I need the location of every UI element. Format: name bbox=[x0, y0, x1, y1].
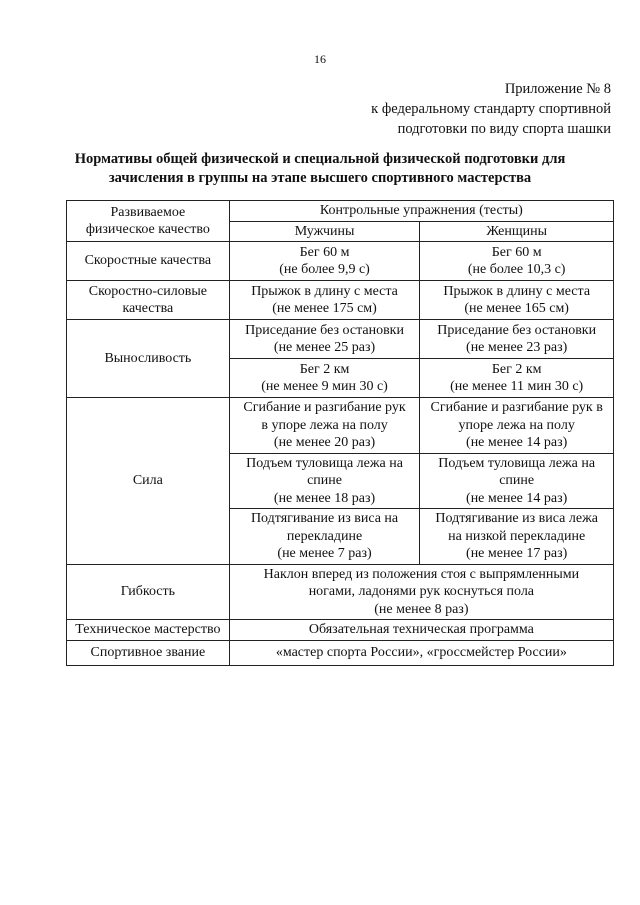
cell-line: Бег 60 м bbox=[299, 244, 350, 260]
test-cell-technical bbox=[229, 620, 613, 641]
cell-line: (не менее 11 мин 30 с) bbox=[450, 379, 584, 394]
document-title bbox=[60, 150, 580, 188]
cell-line: (не менее 9 мин 30 с) bbox=[261, 379, 388, 394]
cell-line: Сгибание и разгибание рук bbox=[243, 400, 406, 415]
table-row-strength bbox=[67, 398, 614, 454]
test-cell-flexibility bbox=[229, 564, 613, 620]
quality-cell-flexibility bbox=[67, 564, 230, 620]
cell-line: Подъем туловища лежа на bbox=[246, 455, 403, 471]
document-title-line-2: зачисления в группы на этапе высшего спортивного мастерства bbox=[108, 170, 532, 186]
cell-line: Подтягивание из виса лежа bbox=[435, 511, 598, 526]
cell-line: Скоростные качества bbox=[84, 253, 212, 269]
cell-line: (не менее 14 раз) bbox=[466, 435, 568, 450]
men-cell-speed bbox=[229, 242, 420, 281]
table-row-flexibility bbox=[67, 564, 614, 620]
table-row-speed-strength bbox=[67, 281, 614, 320]
table-row-technical bbox=[67, 620, 614, 641]
cell-line: качества bbox=[122, 301, 174, 316]
cell-line: Приседание без остановки bbox=[245, 322, 404, 338]
appendix-line-2: к федеральному стандарту спортивной bbox=[371, 101, 611, 117]
cell-line: ногами, ладонями рук коснуться пола bbox=[308, 584, 535, 599]
appendix-note bbox=[371, 79, 611, 139]
cell-line: Обязательная техническая программа bbox=[308, 622, 534, 638]
table-row-speed bbox=[67, 242, 614, 281]
men-cell-situp bbox=[229, 453, 420, 509]
cell-line: Техническое мастерство bbox=[75, 622, 221, 638]
cell-line: Прыжок в длину с места bbox=[443, 283, 591, 299]
cell-line: в упоре лежа на полу bbox=[261, 417, 388, 433]
cell-line: (не менее 175 см) bbox=[272, 301, 377, 316]
cell-line: (не менее 23 раз) bbox=[466, 340, 568, 355]
cell-line: Бег 2 км bbox=[299, 361, 350, 377]
cell-line: (не менее 20 раз) bbox=[273, 435, 376, 450]
women-cell-situp bbox=[420, 453, 614, 509]
header-women-cell: Женщины bbox=[420, 221, 614, 242]
cell-line: (не менее 8 раз) bbox=[374, 601, 469, 617]
cell-line: Приседание без остановки bbox=[437, 322, 597, 338]
table-row-rank bbox=[67, 641, 614, 666]
quality-cell-speed bbox=[67, 242, 230, 281]
norms-table bbox=[66, 200, 614, 666]
quality-cell-rank bbox=[67, 641, 230, 666]
appendix-line-3: подготовки по виду спорта шашки bbox=[397, 121, 611, 137]
cell-line: (не менее 14 раз) bbox=[466, 490, 568, 506]
cell-line: (не более 9,9 с) bbox=[279, 262, 370, 277]
cell-line: физическое качество bbox=[85, 222, 210, 237]
table-header-row bbox=[67, 201, 614, 222]
cell-line: Сила bbox=[132, 473, 163, 488]
cell-line: (не менее 25 раз) bbox=[273, 340, 376, 355]
table-row-endurance bbox=[67, 320, 614, 359]
quality-cell-endurance bbox=[67, 320, 230, 398]
cell-line: Выносливость bbox=[104, 350, 192, 366]
women-cell-run bbox=[420, 359, 614, 398]
men-cell-pushup bbox=[229, 398, 420, 454]
cell-line: Бег 60 м bbox=[491, 244, 542, 260]
men-cell-squat bbox=[229, 320, 420, 359]
cell-line: Прыжок в длину с места bbox=[251, 283, 398, 299]
cell-line: перекладине bbox=[286, 528, 363, 544]
cell-line: Развиваемое bbox=[110, 204, 186, 220]
women-cell-speed-strength bbox=[420, 281, 614, 320]
men-cell-pullup bbox=[229, 509, 420, 565]
cell-line: Подтягивание из виса на bbox=[250, 511, 399, 526]
header-quality-cell bbox=[67, 201, 230, 242]
cell-line: Подъем туловища лежа на bbox=[438, 455, 596, 471]
header-tests-cell: Контрольные упражнения (тесты) bbox=[229, 201, 613, 222]
men-cell-speed-strength bbox=[229, 281, 420, 320]
quality-cell-strength bbox=[67, 398, 230, 565]
quality-cell-speed-strength bbox=[67, 281, 230, 320]
cell-line: Бег 2 км bbox=[491, 361, 542, 377]
cell-line: (не менее 7 раз) bbox=[277, 546, 372, 561]
cell-line: (не менее 18 раз) bbox=[273, 490, 376, 506]
cell-line: Спортивное звание bbox=[90, 645, 206, 661]
men-cell-run bbox=[229, 359, 420, 398]
cell-line: Наклон вперед из положения стоя с выпрямленными bbox=[263, 566, 580, 582]
cell-line: Сгибание и разгибание рук в bbox=[430, 400, 603, 415]
document-title-line-1: Нормативы общей физической и специальной физической подготовки для bbox=[74, 151, 566, 167]
cell-line: спине bbox=[307, 473, 342, 488]
women-cell-speed bbox=[420, 242, 614, 281]
appendix-line-1: Приложение № 8 bbox=[504, 81, 611, 97]
cell-line: Гибкость bbox=[120, 584, 176, 599]
women-cell-pushup bbox=[420, 398, 614, 454]
cell-line: упоре лежа на полу bbox=[458, 417, 575, 433]
cell-line: (не более 10,3 с) bbox=[467, 262, 566, 277]
cell-line: «мастер спорта России», «гроссмейстер России» bbox=[275, 645, 567, 661]
cell-line: Скоростно-силовые bbox=[88, 283, 207, 299]
header-men-cell: Мужчины bbox=[229, 221, 420, 242]
cell-line: (не менее 165 см) bbox=[464, 301, 569, 316]
cell-line: на низкой перекладине bbox=[448, 528, 586, 544]
women-cell-pullup bbox=[420, 509, 614, 565]
cell-line: (не менее 17 раз) bbox=[466, 546, 568, 561]
test-cell-rank bbox=[229, 641, 613, 666]
cell-line: спине bbox=[499, 473, 535, 488]
women-cell-squat bbox=[420, 320, 614, 359]
quality-cell-technical bbox=[67, 620, 230, 641]
page-number: 16 bbox=[314, 52, 326, 66]
